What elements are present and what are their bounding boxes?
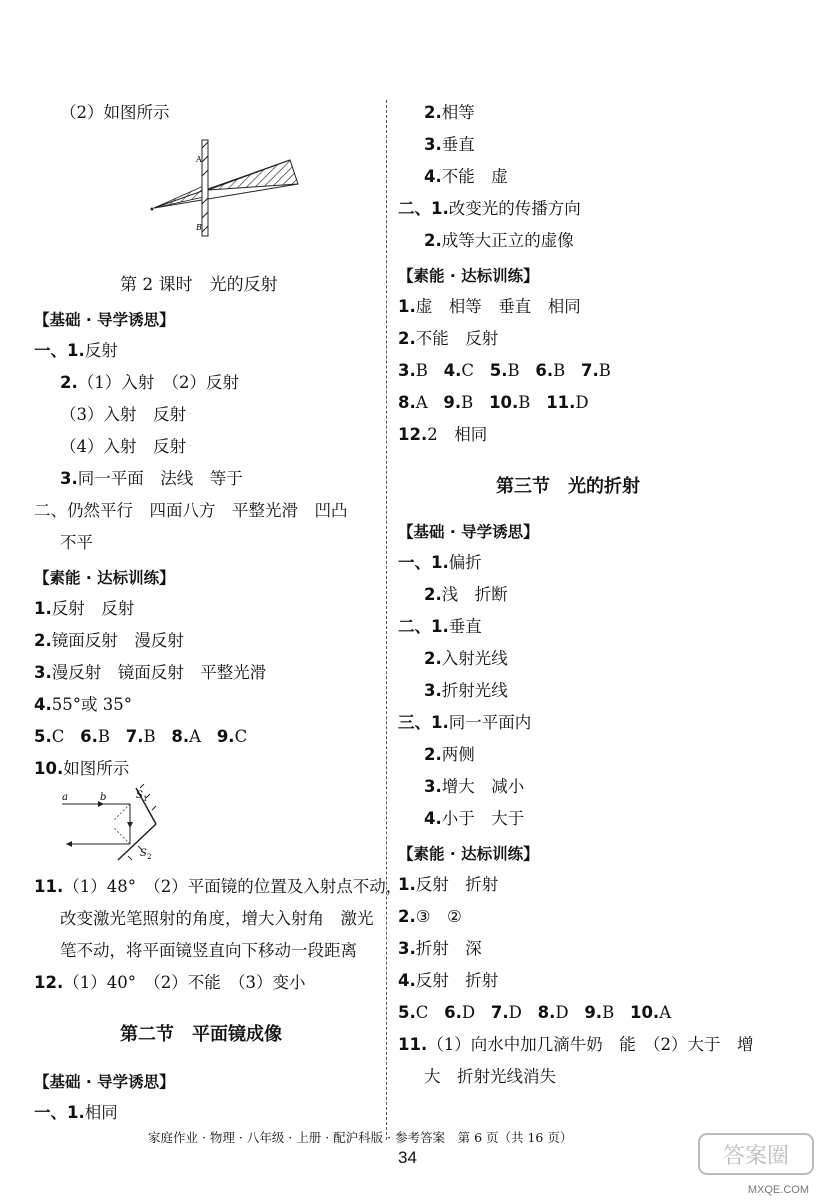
answer-number: 3. xyxy=(34,663,52,682)
answer-number: 12. xyxy=(34,973,64,992)
answer-number: 二、1. xyxy=(398,617,449,636)
figure-label-b: B xyxy=(196,223,202,232)
answer-line-choices xyxy=(34,726,247,748)
answer-line xyxy=(424,102,475,124)
answer-number: 11. xyxy=(546,393,576,412)
answer-text: 浅 折断 xyxy=(441,585,508,604)
answer-number: 4. xyxy=(34,695,52,714)
answer-number: 一、1. xyxy=(34,1103,85,1122)
answer-number: 10. xyxy=(34,759,64,778)
answer-text: 笔不动，将平面镜竖直向下移动一段距离 xyxy=(60,941,357,960)
ray-label-b: b xyxy=(100,792,107,803)
answer-text: 入射光线 xyxy=(441,649,508,668)
section-heading: 【素能 · 达标训练】 xyxy=(34,569,175,587)
answer-number: 2. xyxy=(424,585,442,604)
answer-line xyxy=(398,552,482,574)
answer-line xyxy=(60,940,357,962)
answer-number: 2. xyxy=(424,103,442,122)
answer-number: 11. xyxy=(398,1035,428,1054)
answer-text: 55°或 35° xyxy=(51,695,132,714)
section-heading: 【基础 · 导学诱思】 xyxy=(398,523,539,541)
answer-text: 2 相同 xyxy=(427,425,488,444)
answer-line xyxy=(398,198,581,220)
answer-text: 成等大正立的虚像 xyxy=(441,231,574,250)
answer-text: C xyxy=(461,361,475,380)
answer-text: B xyxy=(415,361,428,380)
answer-number: 11. xyxy=(34,877,64,896)
answer-number: 9. xyxy=(584,1003,603,1022)
answer-number: 8. xyxy=(398,393,416,412)
answer-text: B xyxy=(602,1003,615,1022)
answer-text: D xyxy=(575,393,589,412)
answer-text: 垂直 xyxy=(448,617,482,636)
answer-line xyxy=(424,648,508,670)
answer-number: 8. xyxy=(171,727,190,746)
answer-text: （1）入射 （2）反射 xyxy=(77,373,239,392)
answer-line xyxy=(424,808,524,830)
answer-text: 同一平面内 xyxy=(448,713,532,732)
answer-number: 5. xyxy=(398,1003,416,1022)
answer-line xyxy=(424,776,524,798)
answer-line xyxy=(34,694,132,716)
answer-line xyxy=(60,532,93,554)
answer-line xyxy=(60,404,186,426)
answer-number: 二、1. xyxy=(398,199,449,218)
answer-number: 3. xyxy=(398,361,416,380)
answer-line xyxy=(424,1066,556,1088)
answer-line xyxy=(60,372,239,394)
answer-text: C xyxy=(51,727,65,746)
answer-text: D xyxy=(508,1003,522,1022)
answer-number: 三、1. xyxy=(398,713,449,732)
answer-text: 虚 相等 垂直 相同 xyxy=(415,297,581,316)
answer-number: 4. xyxy=(398,971,416,990)
section-heading: 【基础 · 导学诱思】 xyxy=(34,1073,175,1091)
answer-number: 2. xyxy=(398,329,416,348)
answer-line xyxy=(34,630,184,652)
answer-number: 1. xyxy=(398,297,416,316)
answer-text: B xyxy=(553,361,566,380)
answer-line xyxy=(34,876,402,898)
answer-text: 折射 深 xyxy=(415,939,482,958)
answer-number: 2. xyxy=(424,231,442,250)
page-footer: 家庭作业 · 物理 · 八年级 · 上册 · 配沪科版 · 参考答案 第 6 页（共 16 页） xyxy=(148,1130,573,1145)
answer-line xyxy=(34,598,134,620)
answer-text: 两侧 xyxy=(441,745,475,764)
answer-text: 漫反射 镜面反射 平整光滑 xyxy=(51,663,267,682)
column-divider xyxy=(386,100,387,1140)
answer-line xyxy=(424,584,508,606)
answer-line xyxy=(398,296,581,318)
answer-text: （1）48° （2）平面镜的位置及入射点不动， xyxy=(63,877,403,896)
answer-number: 2. xyxy=(60,373,78,392)
answer-text: D xyxy=(555,1003,569,1022)
answer-line-choices xyxy=(398,392,589,414)
answer-text: （4）入射 反射 xyxy=(60,437,186,456)
answer-text: A xyxy=(415,393,428,412)
lesson-title: 第 2 课时 光的反射 xyxy=(120,275,278,295)
answer-text: ③ ② xyxy=(415,907,462,926)
answer-text: B xyxy=(461,393,474,412)
answer-text: 增大 减小 xyxy=(441,777,525,796)
figure-label-a: A xyxy=(196,155,202,164)
answer-number: 7. xyxy=(581,361,599,380)
answer-text: 相同 xyxy=(84,1103,118,1122)
section-title: 第二节 平面镜成像 xyxy=(120,1024,282,1045)
answer-text: 不能 反射 xyxy=(415,329,499,348)
answer-number: 3. xyxy=(424,135,442,154)
answer-number: 2. xyxy=(34,631,52,650)
answer-line xyxy=(60,102,170,124)
answer-number: 2. xyxy=(398,907,416,926)
answer-line xyxy=(60,468,243,490)
answer-line xyxy=(398,616,482,638)
watermark-url: MXQE.COM xyxy=(747,1184,809,1196)
answer-line xyxy=(398,874,498,896)
answer-line xyxy=(398,1034,753,1056)
mirror-label-s1-sub: 1 xyxy=(143,795,148,803)
answer-line xyxy=(424,166,508,188)
answer-number: 3. xyxy=(424,777,442,796)
answer-text: 反射 折射 xyxy=(415,875,499,894)
answer-text: D xyxy=(461,1003,476,1022)
answer-text: A xyxy=(189,727,202,746)
answer-line xyxy=(34,662,266,684)
answer-number: 一、1. xyxy=(34,341,85,360)
answer-text: 大 折射光线消失 xyxy=(424,1067,556,1086)
answer-text: 如图所示 xyxy=(63,759,130,778)
answer-text: 改变激光笔照射的角度，增大入射角 激光 xyxy=(60,909,374,928)
answer-line xyxy=(34,340,118,362)
answer-text: 同一平面 法线 等于 xyxy=(77,469,243,488)
answer-text: B xyxy=(598,361,611,380)
answer-text: （2）如图所示 xyxy=(60,103,170,122)
answer-number: 12. xyxy=(398,425,428,444)
answer-number: 2. xyxy=(424,649,442,668)
answer-line xyxy=(424,680,508,702)
answer-text: 改变光的传播方向 xyxy=(448,199,581,218)
answer-number: 10. xyxy=(629,1003,660,1022)
answer-number: 10. xyxy=(489,393,519,412)
answer-line xyxy=(424,744,475,766)
answer-text: 不能 虚 xyxy=(441,167,508,186)
answer-text: 反射 折射 xyxy=(415,971,499,990)
answer-line xyxy=(424,230,574,252)
answer-text: 反射 反射 xyxy=(51,599,135,618)
answer-number: 3. xyxy=(60,469,78,488)
answer-line xyxy=(60,436,186,458)
answer-line xyxy=(398,328,498,350)
answer-number: 7. xyxy=(490,1003,509,1022)
mirror-label-s2-sub: 2 xyxy=(147,853,152,861)
section-heading: 【素能 · 达标训练】 xyxy=(398,845,539,863)
answer-text: C xyxy=(234,727,248,746)
answer-text: 偏折 xyxy=(448,553,482,572)
answer-number: 1. xyxy=(398,875,416,894)
answer-line-choices xyxy=(398,1002,671,1024)
answer-text: B xyxy=(143,727,156,746)
answer-number: 一、1. xyxy=(398,553,449,572)
answer-text: 折射光线 xyxy=(441,681,508,700)
answer-text: 垂直 xyxy=(441,135,475,154)
answer-number: 4. xyxy=(424,167,442,186)
answer-number: 6. xyxy=(444,1003,462,1022)
section-heading: 【素能 · 达标训练】 xyxy=(398,267,539,285)
answer-line xyxy=(398,424,487,446)
answer-number: 3. xyxy=(398,939,416,958)
answer-text: 不平 xyxy=(60,533,93,552)
answer-line xyxy=(398,712,531,734)
answer-line xyxy=(34,972,305,994)
answer-text: 镜面反射 漫反射 xyxy=(51,631,184,650)
answer-number: 7. xyxy=(125,727,144,746)
answer-text: 反射 xyxy=(84,341,118,360)
section-title: 第三节 光的折射 xyxy=(496,476,640,497)
answer-number: 2. xyxy=(424,745,442,764)
two-mirror-figure xyxy=(58,784,168,864)
answer-text: （1）向水中加几滴牛奶 能 （2）大于 增 xyxy=(427,1035,754,1054)
answer-number: 5. xyxy=(489,361,508,380)
answer-number: 1. xyxy=(34,599,52,618)
answer-line xyxy=(398,970,498,992)
answer-text: B xyxy=(97,727,111,746)
answer-number: 3. xyxy=(424,681,442,700)
answer-text: B xyxy=(518,393,531,412)
answer-text: C xyxy=(415,1003,429,1022)
answer-line xyxy=(60,908,374,930)
answer-number: 4. xyxy=(424,809,442,828)
watermark-logo-text: 答案圈 xyxy=(722,1144,790,1169)
answer-line xyxy=(398,906,462,928)
answer-number: 6. xyxy=(80,727,98,746)
answer-line-choices xyxy=(398,360,611,382)
answer-number: 9. xyxy=(443,393,462,412)
answer-line xyxy=(34,758,129,780)
answer-line xyxy=(424,134,475,156)
mirror-label-s2: S xyxy=(140,848,147,859)
ray-label-a: a xyxy=(62,792,68,803)
answer-text: A xyxy=(659,1003,672,1022)
answer-text: B xyxy=(507,361,520,380)
answer-text: 二、仍然平行 四面八方 平整光滑 凹凸 xyxy=(34,501,348,520)
answer-line xyxy=(34,500,348,522)
answer-text: 小于 大于 xyxy=(441,809,525,828)
mirror-label-s1: S xyxy=(136,790,143,801)
answer-text: （3）入射 反射 xyxy=(60,405,186,424)
answer-number: 5. xyxy=(34,727,52,746)
answer-line xyxy=(398,938,482,960)
answer-number: 6. xyxy=(535,361,554,380)
answer-text: （1）40° （2）不能 （3）变小 xyxy=(63,973,306,992)
answer-number: 8. xyxy=(537,1003,556,1022)
answer-number: 4. xyxy=(443,361,462,380)
answer-text: 相等 xyxy=(441,103,475,122)
page-number: 34 xyxy=(398,1148,417,1167)
section-heading: 【基础 · 导学诱思】 xyxy=(34,311,175,329)
mirror-reflection-figure xyxy=(140,132,310,242)
answer-line xyxy=(34,1102,118,1124)
answer-number: 9. xyxy=(216,727,235,746)
